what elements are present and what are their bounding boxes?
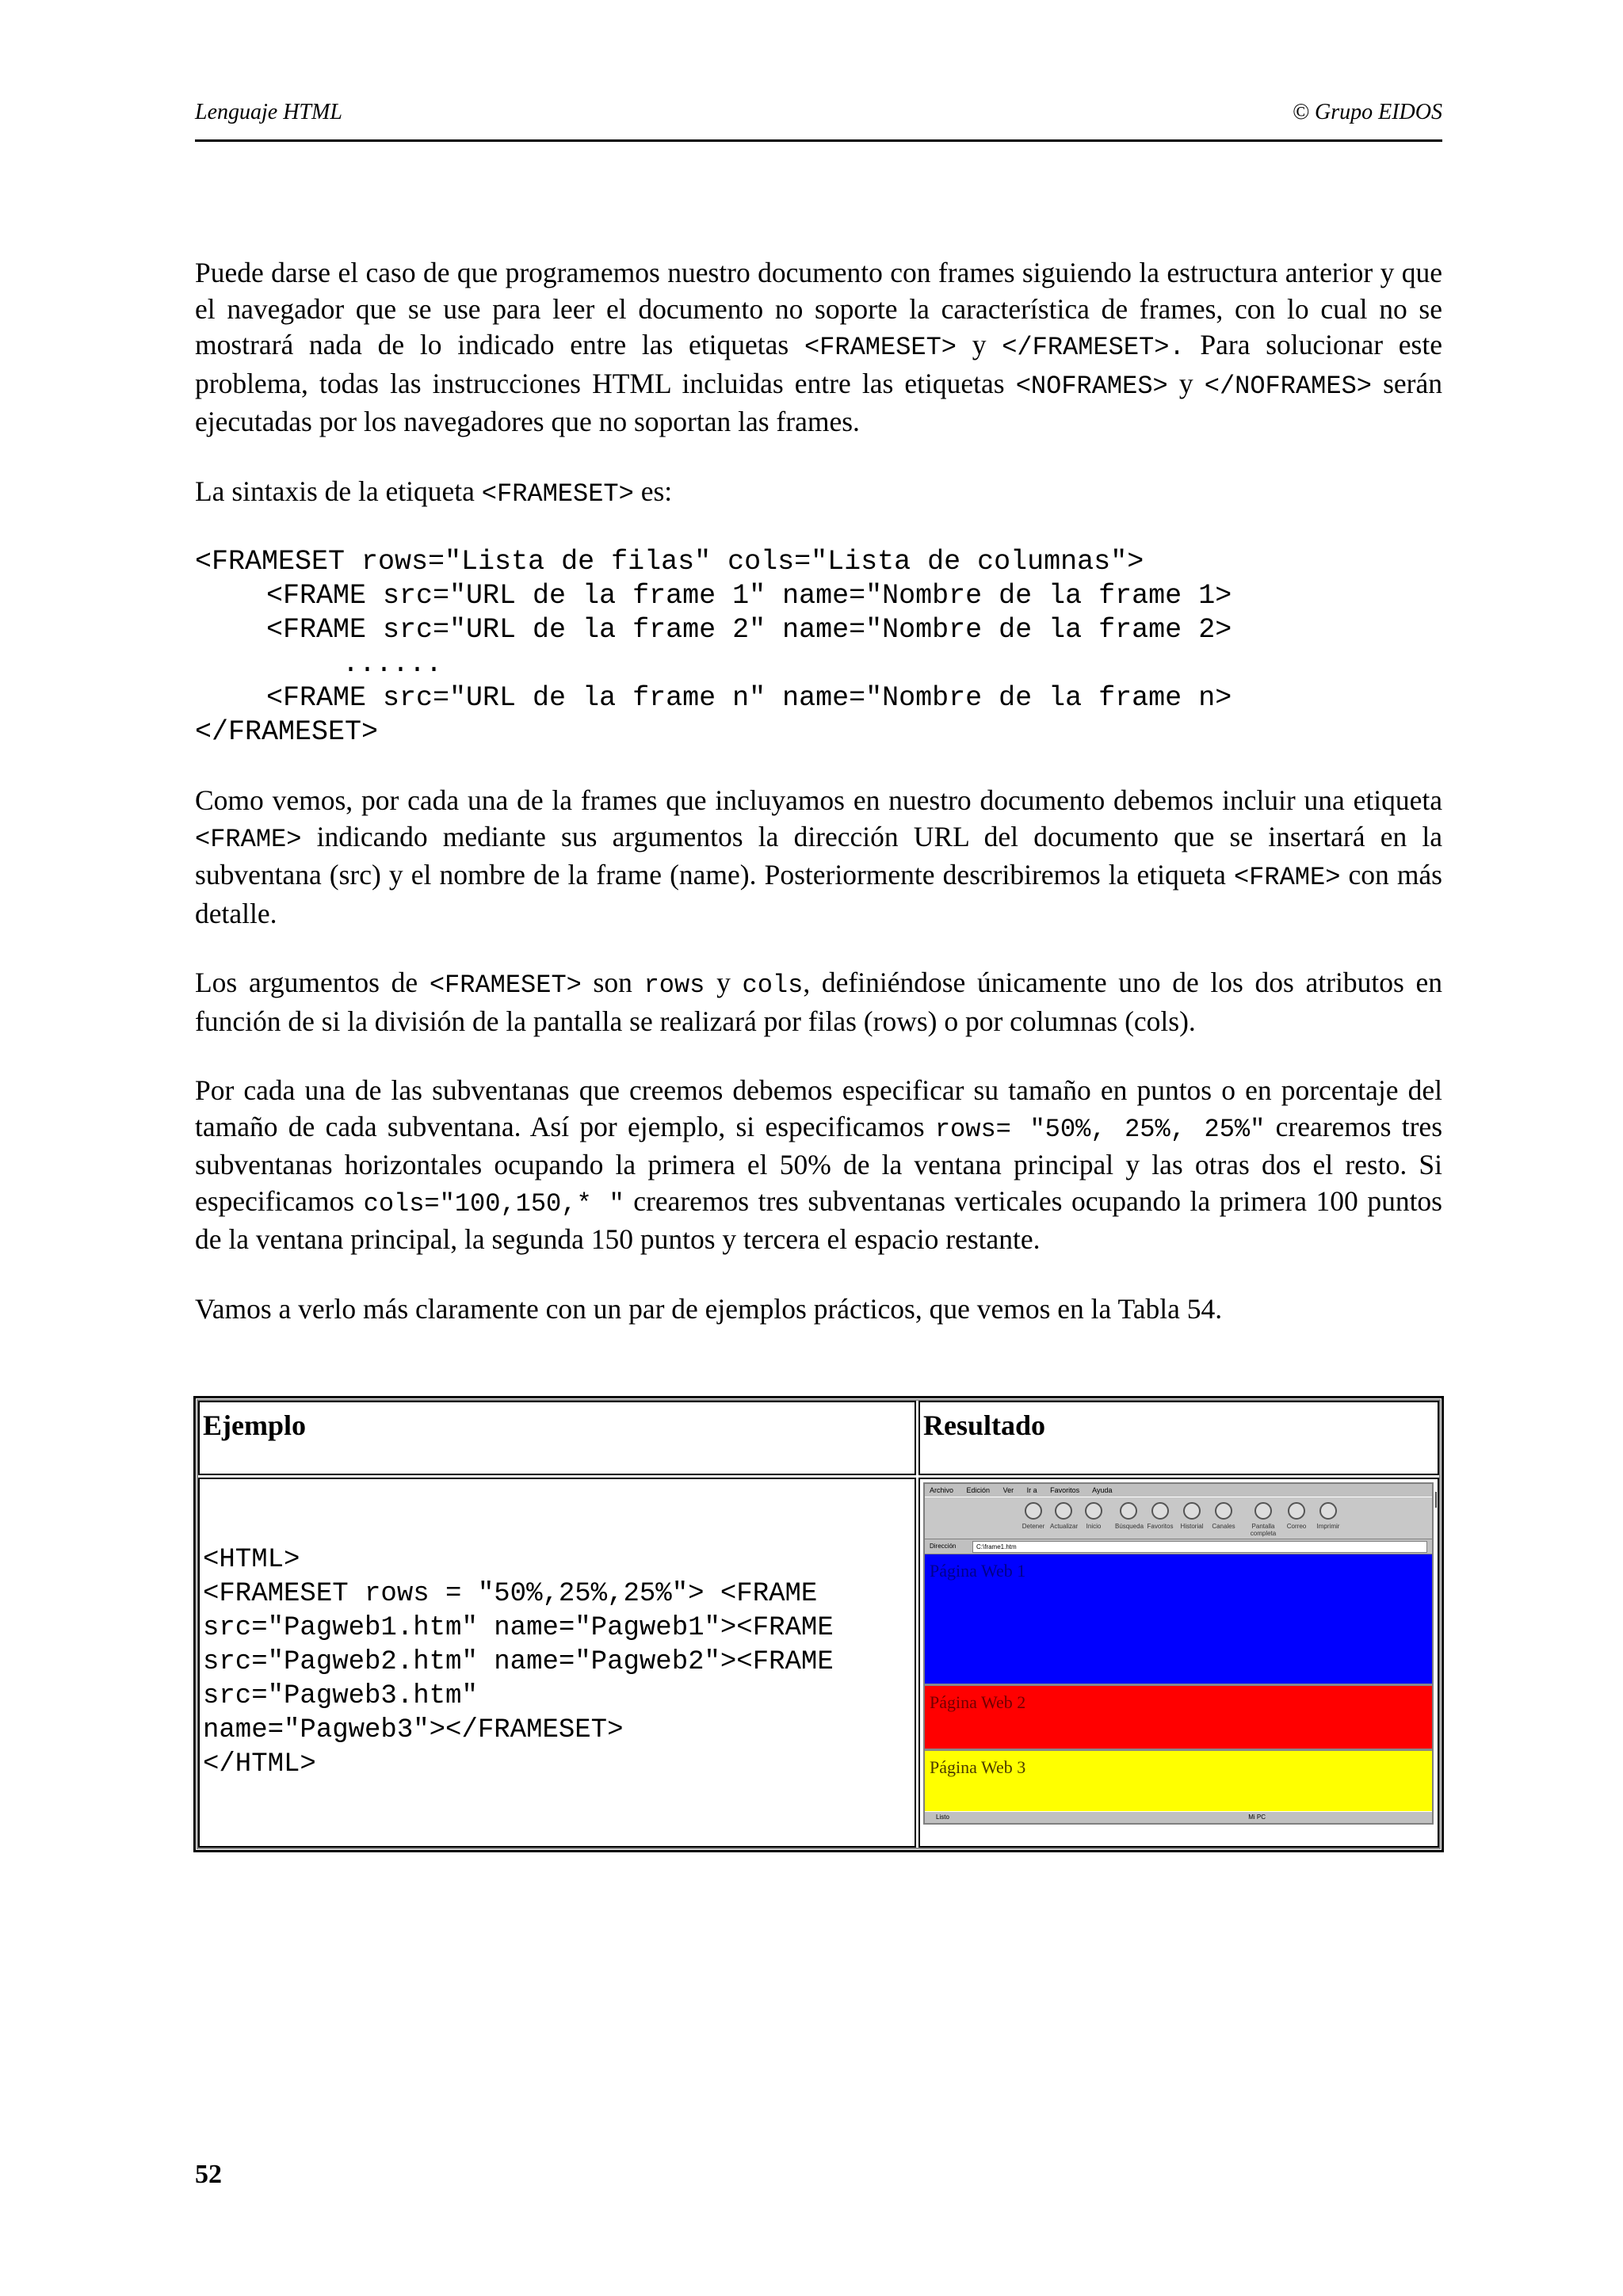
inline-code: </NOFRAMES> bbox=[1204, 371, 1372, 401]
code-line: <FRAMESET rows="Lista de filas" cols="Lista de columnas"> bbox=[195, 546, 1144, 578]
toolbar-label: Actualizar bbox=[1050, 1523, 1079, 1530]
text: Los argumentos de bbox=[195, 967, 430, 998]
code-line: </FRAMESET> bbox=[195, 716, 379, 748]
toolbar-button bbox=[1147, 1502, 1174, 1530]
page-header bbox=[195, 93, 1442, 142]
inline-code: <NOFRAMES> bbox=[1015, 371, 1168, 401]
paragraph-5 bbox=[195, 1073, 1442, 1258]
code-line: <FRAME src="URL de la frame n" name="Nombre de la frame n> bbox=[266, 682, 1232, 714]
status-text: Listo bbox=[936, 1814, 949, 1821]
fullscreen-icon bbox=[1254, 1502, 1272, 1520]
browser-screenshot bbox=[923, 1482, 1434, 1825]
toolbar-button bbox=[1080, 1502, 1107, 1530]
code-line: ...... bbox=[342, 648, 443, 680]
toolbar-label: Detener bbox=[1022, 1523, 1045, 1530]
frame-label: Página Web 3 bbox=[930, 1757, 1026, 1777]
inline-code: </FRAMESET>. bbox=[1002, 333, 1185, 362]
toolbar-button bbox=[1115, 1502, 1142, 1530]
result-cell bbox=[918, 1478, 1439, 1848]
text: y bbox=[957, 329, 1002, 360]
text: Como vemos, por cada una de la frames que incluyamos en nuestro documento debemos incluir una etiqueta bbox=[195, 784, 1442, 816]
code-line: src="Pagweb2.htm" name="Pagweb2"><FRAME bbox=[203, 1647, 834, 1677]
toolbar-label: Canales bbox=[1212, 1523, 1235, 1530]
code-line: <FRAMESET rows = "50%,25%,25%"> <FRAME bbox=[203, 1579, 818, 1609]
inline-code: <FRAME> bbox=[195, 824, 302, 854]
toolbar-button bbox=[1250, 1502, 1277, 1537]
favorites-icon bbox=[1151, 1502, 1169, 1520]
toolbar-button bbox=[1020, 1502, 1047, 1530]
toolbar-button bbox=[1283, 1502, 1310, 1530]
home-icon bbox=[1085, 1502, 1102, 1520]
status-zone: Mi PC bbox=[1248, 1814, 1266, 1821]
text: y bbox=[1167, 367, 1205, 399]
example-code-cell bbox=[198, 1478, 916, 1848]
frame-label: Página Web 1 bbox=[930, 1561, 1026, 1581]
text: , definiéndose únicamente uno de los dos atributos en función de si la división de la pantalla se realizará por filas (rows) o por columnas (cols). bbox=[195, 967, 1442, 1037]
mail-icon bbox=[1288, 1502, 1305, 1520]
inline-code: <FRAMESET> bbox=[429, 971, 582, 1000]
table-header-example: Ejemplo bbox=[198, 1401, 916, 1475]
paragraph-6: Vamos a verlo más claramente con un par de ejemplos prácticos, que vemos en la Tabla 54. bbox=[195, 1292, 1223, 1325]
text: crearemos tres subventanas verticales ocupando la primera 100 puntos de la ventana principal, la segunda 150 puntos y tercera el espacio restante. bbox=[195, 1184, 1443, 1255]
frame-1 bbox=[925, 1554, 1432, 1686]
toolbar-button bbox=[1210, 1502, 1237, 1530]
paragraph-2 bbox=[195, 474, 1442, 513]
text: son bbox=[581, 967, 644, 998]
code-line: <HTML> bbox=[203, 1545, 300, 1575]
menu-item: Ver bbox=[1002, 1486, 1014, 1494]
code-line: </HTML> bbox=[203, 1749, 316, 1779]
inline-code: <FRAMESET> bbox=[804, 333, 957, 362]
code-line: src="Pagweb1.htm" name="Pagweb1"><FRAME bbox=[203, 1613, 834, 1643]
page-number: 52 bbox=[195, 2160, 222, 2189]
search-icon bbox=[1120, 1502, 1137, 1520]
address-label: Dirección bbox=[930, 1543, 957, 1550]
toolbar-label: Inicio bbox=[1086, 1523, 1102, 1530]
inline-code: rows= "50%, 25%, 25%" bbox=[934, 1114, 1266, 1144]
table-header-result: Resultado bbox=[918, 1401, 1439, 1475]
toolbar-label: Búsqueda bbox=[1115, 1523, 1144, 1530]
paragraph-3 bbox=[195, 783, 1442, 932]
example-table bbox=[193, 1396, 1444, 1852]
text: es: bbox=[633, 475, 673, 507]
menu-item: Ayuda bbox=[1092, 1486, 1113, 1494]
browser-address-bar bbox=[925, 1539, 1432, 1554]
toolbar-label: Imprimir bbox=[1316, 1523, 1340, 1530]
toolbar-button bbox=[1178, 1502, 1205, 1530]
text: indicando mediante sus argumentos la dirección URL del documento que se insertará en la subventana (src) y el nombre de la frame (name). Posteriormente describiremos la etiqueta bbox=[195, 820, 1442, 891]
inline-code: cols bbox=[742, 971, 804, 1000]
frame-label: Página Web 2 bbox=[930, 1692, 1026, 1712]
inline-code: cols="100,150,* " bbox=[363, 1188, 624, 1219]
code-line: name="Pagweb3"></FRAMESET> bbox=[203, 1715, 624, 1745]
stop-icon bbox=[1025, 1502, 1042, 1520]
text: serán ejecutadas por los navegadores que no soportan las frames. bbox=[195, 367, 1442, 437]
history-icon bbox=[1183, 1502, 1201, 1520]
header-publisher: © Grupo EIDOS bbox=[1292, 100, 1442, 124]
header-title: Lenguaje HTML bbox=[195, 100, 342, 124]
table-row bbox=[198, 1478, 1439, 1848]
paragraph-4 bbox=[195, 965, 1442, 1039]
toolbar-label: Historial bbox=[1180, 1523, 1204, 1530]
frame-3 bbox=[925, 1751, 1432, 1816]
text: Para solucionar este problema, todas las instrucciones HTML incluidas entre las etiquetas bbox=[195, 329, 1442, 399]
channels-icon bbox=[1215, 1502, 1232, 1520]
code-line: src="Pagweb3.htm" bbox=[203, 1681, 478, 1711]
text: Por cada una de las subventanas que creemos debemos especificar su tamaño en puntos o en porcentaje del tamaño de cada subventana. Así por ejemplo, si especificamos bbox=[195, 1074, 1442, 1142]
toolbar-label: Correo bbox=[1286, 1523, 1307, 1530]
inline-code: <FRAME> bbox=[1233, 863, 1341, 892]
menu-item: Archivo bbox=[930, 1486, 954, 1494]
browser-statusbar bbox=[925, 1811, 1432, 1823]
text: La sintaxis de la etiqueta bbox=[195, 475, 482, 507]
text: con más detalle. bbox=[195, 859, 1442, 929]
toolbar-button bbox=[1050, 1502, 1077, 1530]
toolbar-label: Pantalla completa bbox=[1250, 1523, 1277, 1537]
text: crearemos tres subventanas horizontales ocupando la primera el 50% de la ventana principal y las otras dos el resto. Si especificamos bbox=[195, 1110, 1443, 1217]
browser-menubar bbox=[925, 1484, 1432, 1497]
refresh-icon bbox=[1055, 1502, 1072, 1520]
text: Puede darse el caso de que programemos nuestro documento con frames siguiendo la estructura anterior y que el navegador que se use para leer el documento no soporte la característica de frames, con lo cual no se mostrará nada de lo indicado entre las etiquetas bbox=[195, 257, 1442, 360]
code-line: <FRAME src="URL de la frame 1" name="Nombre de la frame 1> bbox=[266, 580, 1232, 612]
page-body bbox=[195, 255, 1442, 1360]
menu-item: Favoritos bbox=[1050, 1486, 1080, 1494]
paragraph-1 bbox=[195, 255, 1442, 441]
inline-code: <FRAMESET> bbox=[481, 479, 634, 509]
toolbar-label: Favoritos bbox=[1147, 1523, 1174, 1530]
inline-code: rows bbox=[643, 971, 705, 1000]
browser-toolbar bbox=[925, 1497, 1432, 1539]
code-line: <FRAME src="URL de la frame 2" name="Nombre de la frame 2> bbox=[266, 614, 1232, 646]
address-field: C:\frame1.htm bbox=[972, 1541, 1427, 1553]
syntax-code-block bbox=[195, 545, 1442, 749]
frame-2 bbox=[925, 1686, 1432, 1751]
print-icon bbox=[1319, 1502, 1337, 1520]
text: y bbox=[705, 967, 743, 998]
menu-item: Edición bbox=[966, 1486, 991, 1494]
scroll-handle-icon bbox=[1435, 1492, 1443, 1508]
toolbar-button bbox=[1315, 1502, 1342, 1530]
table-header-row bbox=[198, 1401, 1439, 1475]
menu-item: Ir a bbox=[1026, 1486, 1037, 1494]
